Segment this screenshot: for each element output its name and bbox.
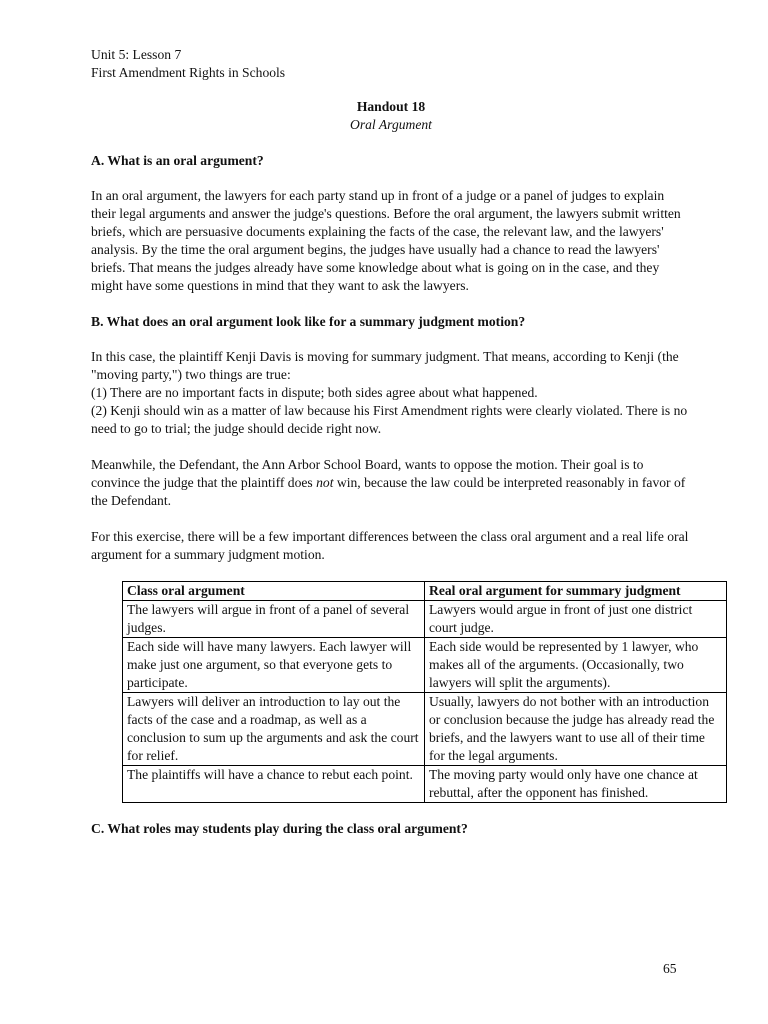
table-cell: Lawyers will deliver an introduction to lay out the facts of the case and a roadmap, as well as a conclusion to sum up the arguments and ask the court for relief. xyxy=(123,693,425,766)
section-b-point-2: (2) Kenji should win as a matter of law because his First Amendment rights were clearly violated. There is no need to go to trial; the judge should decide right now. xyxy=(91,403,688,436)
section-a-paragraph: In an oral argument, the lawyers for each party stand up in front of a judge or a panel of judges to explain their legal arguments and answer the judge's questions. Before the oral argument, the lawyers submit written briefs, which are persuasive documents explaining the facts of the case, the relevant law, and the lawyers' analysis. By the time the oral argument begins, the judges have usually had a chance to read the lawyers' briefs. That means the judges already have some knowledge about what is going on in the case, and they might have some questions in mind that they want to ask the lawyers. xyxy=(91,188,681,293)
table-header-cell: Real oral argument for summary judgment xyxy=(425,582,727,601)
table-row xyxy=(123,638,727,693)
table-cell: The lawyers will argue in front of a panel of several judges. xyxy=(123,601,425,638)
table-cell: Each side would be represented by 1 lawyer, who makes all of the arguments. (Occasionally, two lawyers will split the arguments). xyxy=(425,638,727,693)
handout-title: Handout 18 xyxy=(356,99,426,114)
unit-label: Unit 5: Lesson 7 xyxy=(91,47,182,62)
defendant-text-1: Meanwhile, the Defendant, the Ann Arbor School Board, wants to oppose the motion. Their goal is to convince the judge that the plaintiff does xyxy=(91,457,644,490)
defendant-emphasis: not xyxy=(316,475,334,490)
document-page xyxy=(91,46,715,855)
section-b-intro-block xyxy=(91,348,691,438)
section-a-heading: A. What is an oral argument? xyxy=(91,153,264,168)
table-row xyxy=(123,601,727,638)
defendant-paragraph xyxy=(91,456,691,510)
table-cell: The moving party would only have one chance at rebuttal, after the opponent has finished. xyxy=(425,766,727,803)
section-b-intro: In this case, the plaintiff Kenji Davis is moving for summary judgment. That means, according to Kenji (the "moving party,") two things are true: xyxy=(91,349,679,382)
comparison-table xyxy=(122,581,727,803)
section-b-point-1: (1) There are no important facts in dispute; both sides agree about what happened. xyxy=(91,385,538,400)
table-cell: Each side will have many lawyers. Each lawyer will make just one argument, so that everyone gets to participate. xyxy=(123,638,425,693)
table-cell: Usually, lawyers do not bother with an introduction or conclusion because the judge has already read the briefs, and the lawyers want to use all of their time for the legal arguments. xyxy=(425,693,727,766)
section-b-heading: B. What does an oral argument look like for a summary judgment motion? xyxy=(91,314,526,329)
page-number: 65 xyxy=(663,961,677,976)
defendant-text-2: win, because the law could be interpreted reasonably in favor of the Defendant. xyxy=(91,475,686,508)
handout-subtitle: Oral Argument xyxy=(350,117,432,132)
table-row xyxy=(123,693,727,766)
table-header-cell: Class oral argument xyxy=(123,582,425,601)
course-label: First Amendment Rights in Schools xyxy=(91,65,286,80)
table-cell: Lawyers would argue in front of just one district court judge. xyxy=(425,601,727,638)
table-cell: The plaintiffs will have a chance to rebut each point. xyxy=(123,766,425,803)
table-header-row xyxy=(123,582,727,601)
section-c-heading: C. What roles may students play during the class oral argument? xyxy=(91,821,468,836)
exercise-paragraph: For this exercise, there will be a few important differences between the class oral argument and a real life oral argument for a summary judgment motion. xyxy=(91,529,689,562)
table-row xyxy=(123,766,727,803)
